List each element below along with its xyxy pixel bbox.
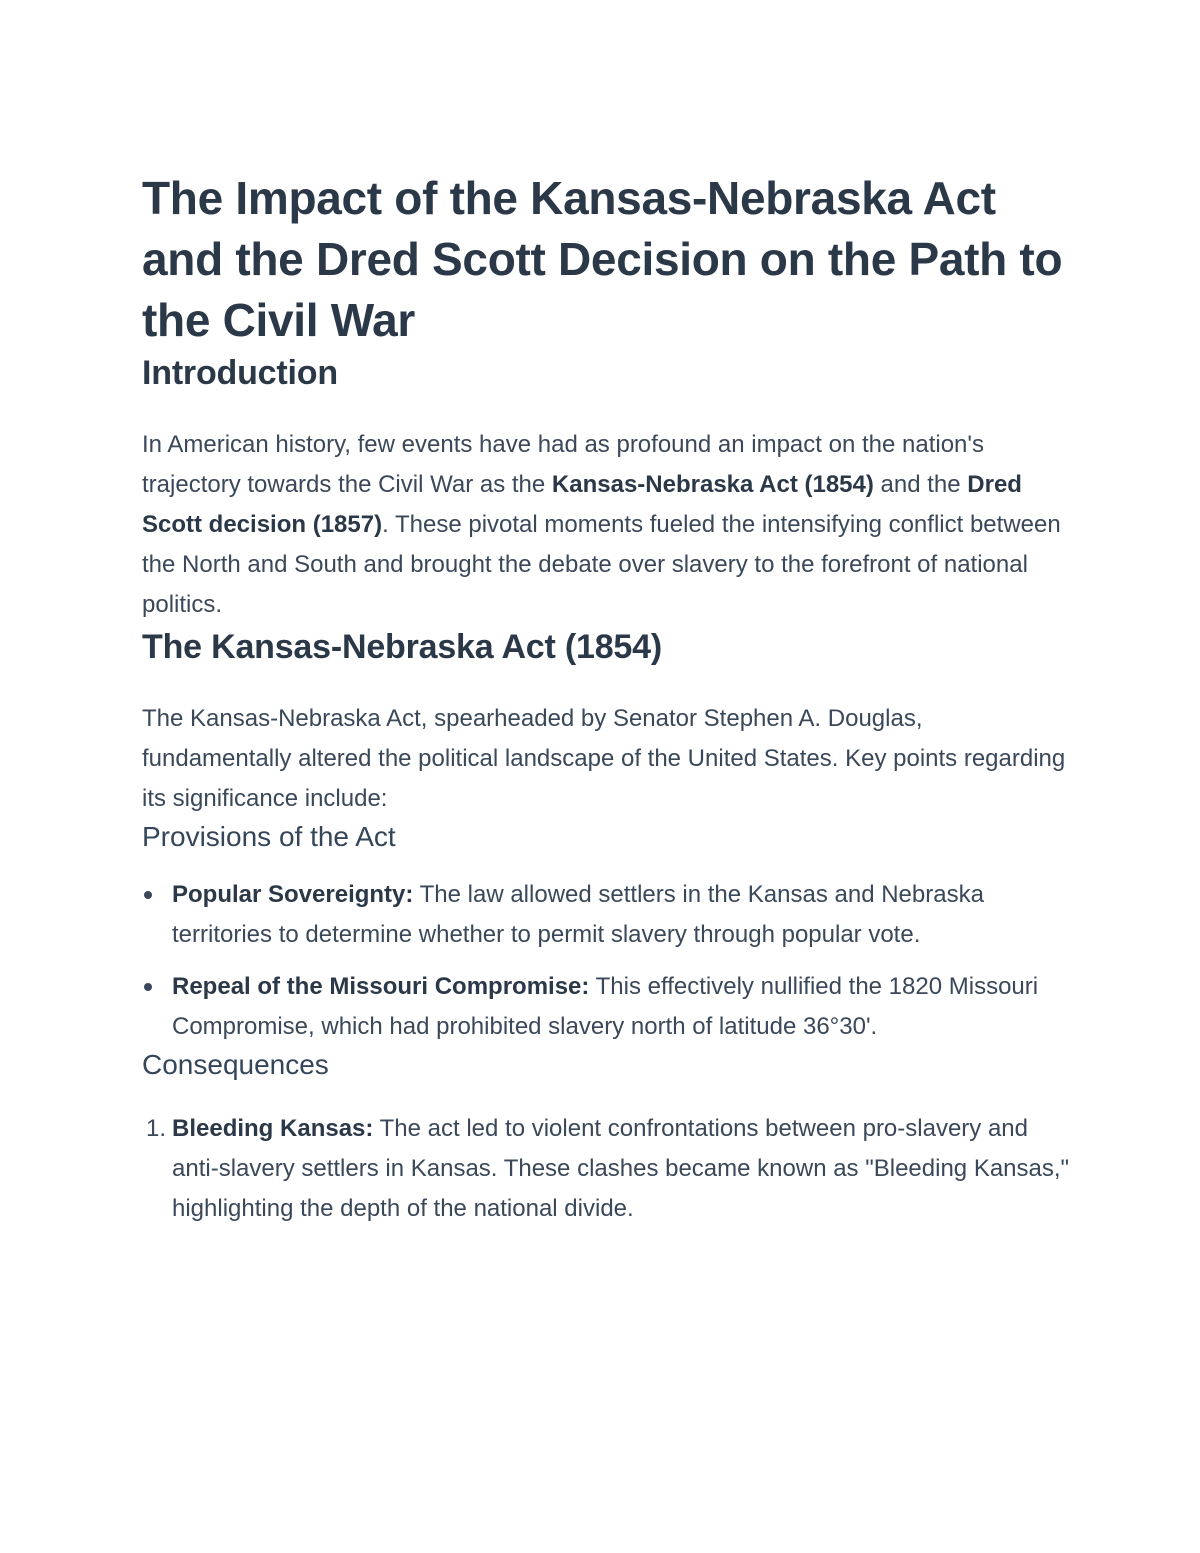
document-page [142,168,1072,1229]
provisions-list [142,875,1072,1047]
document-title: The Impact of the Kansas-Nebraska Act and the Dred Scott Decision on the Path to the Civil War [142,172,1063,346]
bullet-icon [144,983,152,991]
list-item-text: The law allowed settlers in the Kansas and Nebraska territories to determine whether to permit slavery through popular vote. [172,881,984,948]
introduction-paragraph [142,425,1072,625]
introduction-text-1: In American history, few events have had as profound an impact on the nation's trajectory towards the Civil War as the [142,431,984,498]
provisions-heading: Provisions of the Act [142,821,396,852]
introduction-bold-kansas-nebraska: Kansas-Nebraska Act (1854) [551,471,874,498]
introduction-bold-dred-scott: Dred Scott decision (1857) [142,471,1022,538]
list-item [142,875,1072,955]
list-item-text: This effectively nullified the 1820 Missouri Compromise, which had prohibited slavery north of latitude 36°30'. [172,973,1039,1040]
consequences-list [142,1109,1072,1229]
list-item [142,1109,1072,1229]
introduction-text-2: and the [873,471,968,498]
list-item-label: Repeal of the Missouri Compromise: [172,973,590,1000]
list-item-number: 1. [146,1115,167,1142]
kansas-nebraska-paragraph: The Kansas-Nebraska Act, spearheaded by Senator Stephen A. Douglas, fundamentally altered the political landscape of the United States. Key points regarding its significance include: [142,705,1066,812]
list-item [142,967,1072,1047]
bullet-icon [144,891,152,899]
consequences-heading: Consequences [142,1049,329,1080]
introduction-heading: Introduction [142,354,338,392]
list-item-label: Popular Sovereignty: [172,881,414,908]
kansas-nebraska-heading: The Kansas-Nebraska Act (1854) [142,628,662,666]
introduction-text-3: . These pivotal moments fueled the intensifying conflict between the North and South and brought the debate over slavery to the forefront of national politics. [142,511,1061,618]
list-item-text: The act led to violent confrontations between pro-slavery and anti-slavery settlers in Kansas. These clashes became known as "Bleeding Kansas," highlighting the depth of the national divide. [172,1115,1070,1222]
list-item-label: Bleeding Kansas: [172,1115,374,1142]
